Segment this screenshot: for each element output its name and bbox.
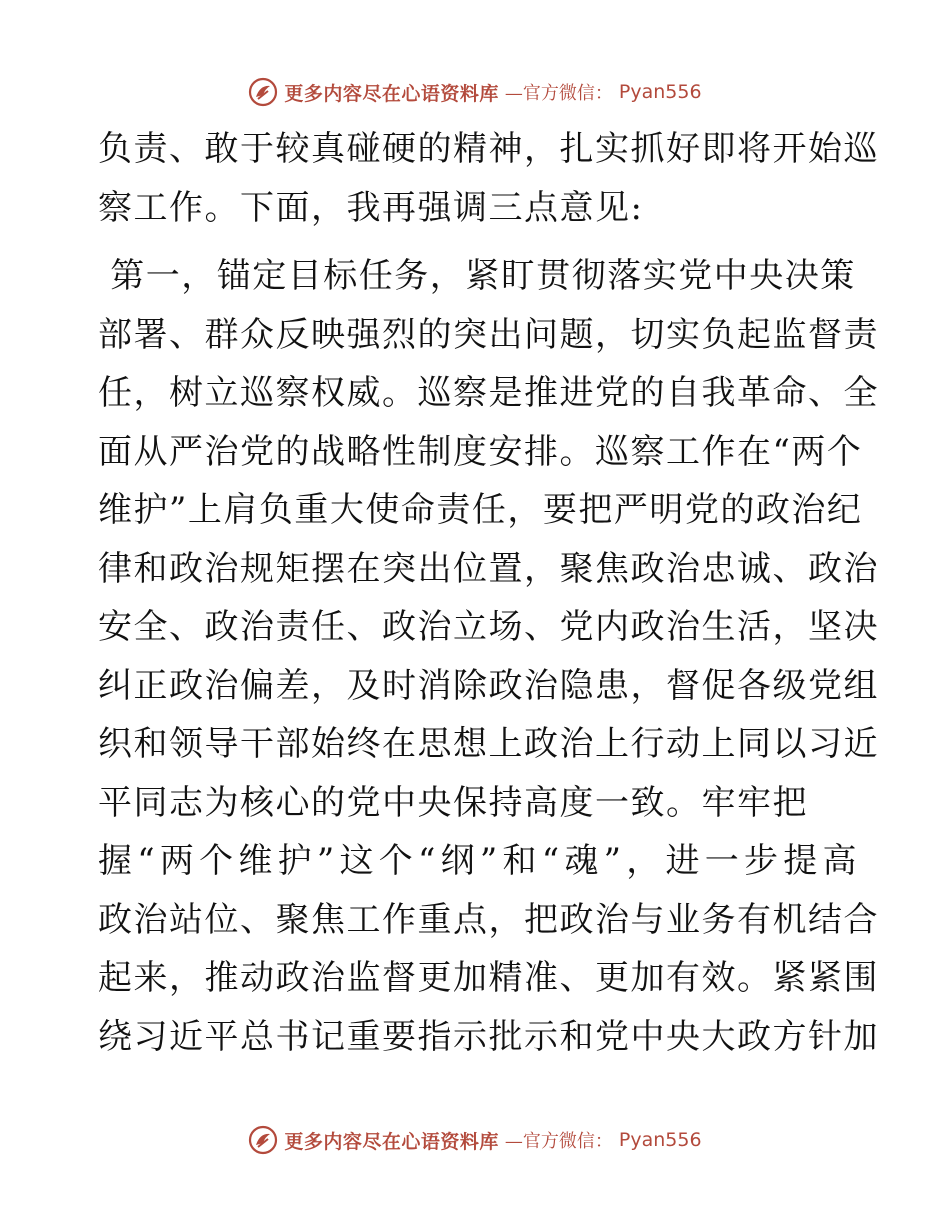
text-line: 政治站位、聚焦工作重点，把政治与业务有机结合 xyxy=(98,899,879,940)
footer-watermark xyxy=(0,1120,950,1160)
watermark-sub-text: —官方微信： xyxy=(504,83,613,104)
logo-icon xyxy=(248,1125,278,1155)
text-line: 纠正政治偏差，及时消除政治隐患，督促各级党组 xyxy=(98,665,879,706)
text-line: 平同志为核心的党中央保持高度一致。牢牢把 xyxy=(98,782,808,823)
paragraph-gap xyxy=(98,237,858,247)
text-line: 维护”上肩负重大使命责任，要把严明党的政治纪 xyxy=(98,490,863,530)
text-line: 绕习近平总书记重要指示批示和党中央大政方针加 xyxy=(98,1016,879,1057)
watermark-wechat-id: Pyan556 xyxy=(618,1129,702,1151)
text-line: 察工作。下面，我再强调三点意见: xyxy=(98,187,644,228)
header-watermark xyxy=(0,72,950,112)
text-line: 第一，锚定目标任务，紧盯贯彻落实党中央决策 xyxy=(98,256,856,296)
text-line: 律和政治规矩摆在突出位置，聚焦政治忠诚、政治 xyxy=(98,548,879,589)
watermark-main-text: 更多内容尽在心语资料库 xyxy=(284,82,499,105)
watermark-wechat-id: Pyan556 xyxy=(618,81,702,103)
text-line: 部署、群众反映强烈的突出问题，切实负起监督责 xyxy=(98,314,879,355)
text-line: 织和领导干部始终在思想上政治上行动上同以习近 xyxy=(98,724,879,764)
text-line: 安全、政治责任、政治立场、党内政治生活，坚决 xyxy=(98,607,879,647)
text-line: 起来，推动政治监督更加精准、更加有效。紧紧围 xyxy=(98,958,879,998)
text-line: 负责、敢于较真碰硬的精神，扎实抓好即将开始巡 xyxy=(98,129,879,169)
paragraph-1 xyxy=(98,120,879,237)
text-line: 任，树立巡察权威。巡察是推进党的自我革命、全 xyxy=(98,373,879,413)
watermark-main-text: 更多内容尽在心语资料库 xyxy=(284,1130,499,1153)
text-line: 面从严治党的战略性制度安排。巡察工作在“两个 xyxy=(98,431,863,472)
paragraph-2 xyxy=(98,247,879,1066)
watermark-sub-text: —官方微信： xyxy=(504,1131,613,1152)
document-body xyxy=(98,120,879,1066)
text-line: 握“两个维护”这个“纲”和“魂”，进一步提高 xyxy=(98,841,858,881)
logo-icon xyxy=(248,77,278,107)
